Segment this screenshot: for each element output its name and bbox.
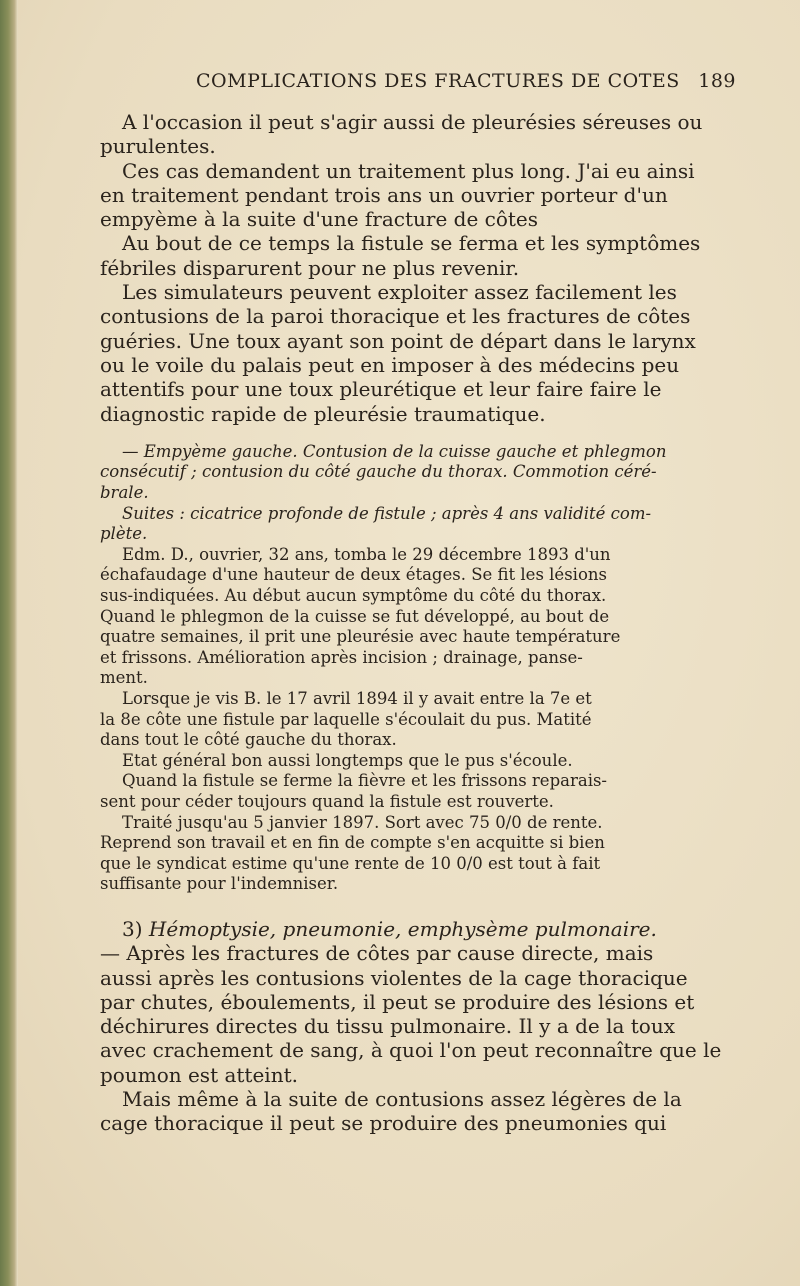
section-heading xyxy=(100,917,718,941)
case-line: suffisante pour l'indemniser. xyxy=(100,874,339,894)
text-line: diagnostic rapide de pleurésie traumatique. xyxy=(100,401,546,426)
case-title-line: — Empyème gauche. Contusion de la cuisse gauche et phlegmon xyxy=(122,441,667,461)
case-report xyxy=(100,545,718,895)
text-line: Au bout de ce temps la fistule se ferma et les symptômes xyxy=(122,231,701,256)
case-title-line: plète. xyxy=(100,524,148,544)
text-line: déchirures directes du tissu pulmonaire. Il y a de la toux xyxy=(100,1014,676,1039)
text-line: attentifs pour une toux pleurétique et leur faire faire le xyxy=(100,377,662,402)
section-3 xyxy=(100,916,722,1136)
text-line: en traitement pendant trois ans un ouvrier porteur d'un xyxy=(100,182,668,207)
case-line: sus-indiquées. Au début aucun symptôme du côté du thorax. xyxy=(100,586,607,606)
text-line: fébriles disparurent pour ne plus revenir. xyxy=(100,255,520,280)
text-line: guéries. Une toux ayant son point de départ dans le larynx xyxy=(100,328,696,353)
text-line: Ces cas demandent un traitement plus long. J'ai eu ainsi xyxy=(122,158,695,183)
text-line: contusions de la paroi thoracique et les fractures de côtes xyxy=(100,304,691,329)
book-spine-edge xyxy=(0,0,18,1286)
text-line: empyème à la suite d'une fracture de côtes xyxy=(100,207,539,232)
text-line: aussi après les contusions violentes de la cage thoracique xyxy=(100,965,688,990)
text-line: poumon est atteint. xyxy=(100,1062,298,1087)
case-line: Traité jusqu'au 5 janvier 1897. Sort avec 75 0/0 de rente. xyxy=(122,812,603,832)
case-line: Etat général bon aussi longtemps que le pus s'écoule. xyxy=(122,750,573,770)
case-line: dans tout le côté gauche du thorax. xyxy=(100,730,397,750)
text-line: cage thoracique il peut se produire des pneumonies qui xyxy=(100,1111,667,1136)
page-number: 189 xyxy=(698,70,736,92)
text-line: avec crachement de sang, à quoi l'on peut reconnaître que le xyxy=(100,1038,722,1063)
case-line: Reprend son travail et en fin de compte s'en acquitte si bien xyxy=(100,833,605,853)
page-body xyxy=(100,110,722,1136)
case-line: quatre semaines, il prit une pleurésie avec haute température xyxy=(100,627,621,647)
text-line: ou le voile du palais peut en imposer à des médecins peu xyxy=(100,352,680,377)
case-line: Edm. D., ouvrier, 32 ans, tomba le 29 décembre 1893 d'un xyxy=(122,544,611,564)
case-line: Quand la fistule se ferme la fièvre et les frissons reparais- xyxy=(122,771,608,791)
case-line: et frissons. Amélioration après incision ; drainage, panse- xyxy=(100,647,583,667)
text-line: Les simulateurs peuvent exploiter assez facilement les xyxy=(122,280,677,305)
case-line: sent pour céder toujours quand la fistule est rouverte. xyxy=(100,791,554,811)
case-line: Quand le phlegmon de la cuisse se fut développé, au bout de xyxy=(100,606,610,626)
section-title: Hémoptysie, pneumonie, emphysème pulmonaire. xyxy=(148,916,657,941)
text-line: A l'occasion il peut s'agir aussi de pleurésies séreuses ou xyxy=(122,110,703,134)
section-number: 3) xyxy=(122,916,149,941)
case-line: la 8e côte une fistule par laquelle s'écoulait du pus. Matité xyxy=(100,709,592,729)
text-line: Mais même à la suite de contusions assez légères de la xyxy=(122,1087,682,1111)
case-line: ment. xyxy=(100,668,148,688)
paragraph-pleuresies xyxy=(100,110,718,426)
case-line: échafaudage d'une hauteur de deux étages. Se fit les lésions xyxy=(100,565,607,585)
case-title-line: Suites : cicatrice profonde de fistule ; après 4 ans validité com- xyxy=(122,503,652,523)
spacer xyxy=(100,426,718,442)
case-line: que le syndicat estime qu'une rente de 10 0/0 est tout à fait xyxy=(100,853,601,873)
spacer xyxy=(100,895,718,917)
case-line: Lorsque je vis B. le 17 avril 1894 il y avait entre la 7e et xyxy=(122,688,592,708)
text-line: par chutes, éboulements, il peut se produire des lésions et xyxy=(100,989,695,1014)
running-title: COMPLICATIONS DES FRACTURES DE COTES xyxy=(196,70,680,92)
text-line: — Après les fractures de côtes par cause directe, mais xyxy=(100,941,654,966)
case-title xyxy=(100,442,718,545)
text-line: purulentes. xyxy=(100,134,216,159)
case-title-line: brale. xyxy=(100,483,149,503)
case-title-line: consécutif ; contusion du côté gauche du thorax. Commotion céré- xyxy=(100,462,657,482)
